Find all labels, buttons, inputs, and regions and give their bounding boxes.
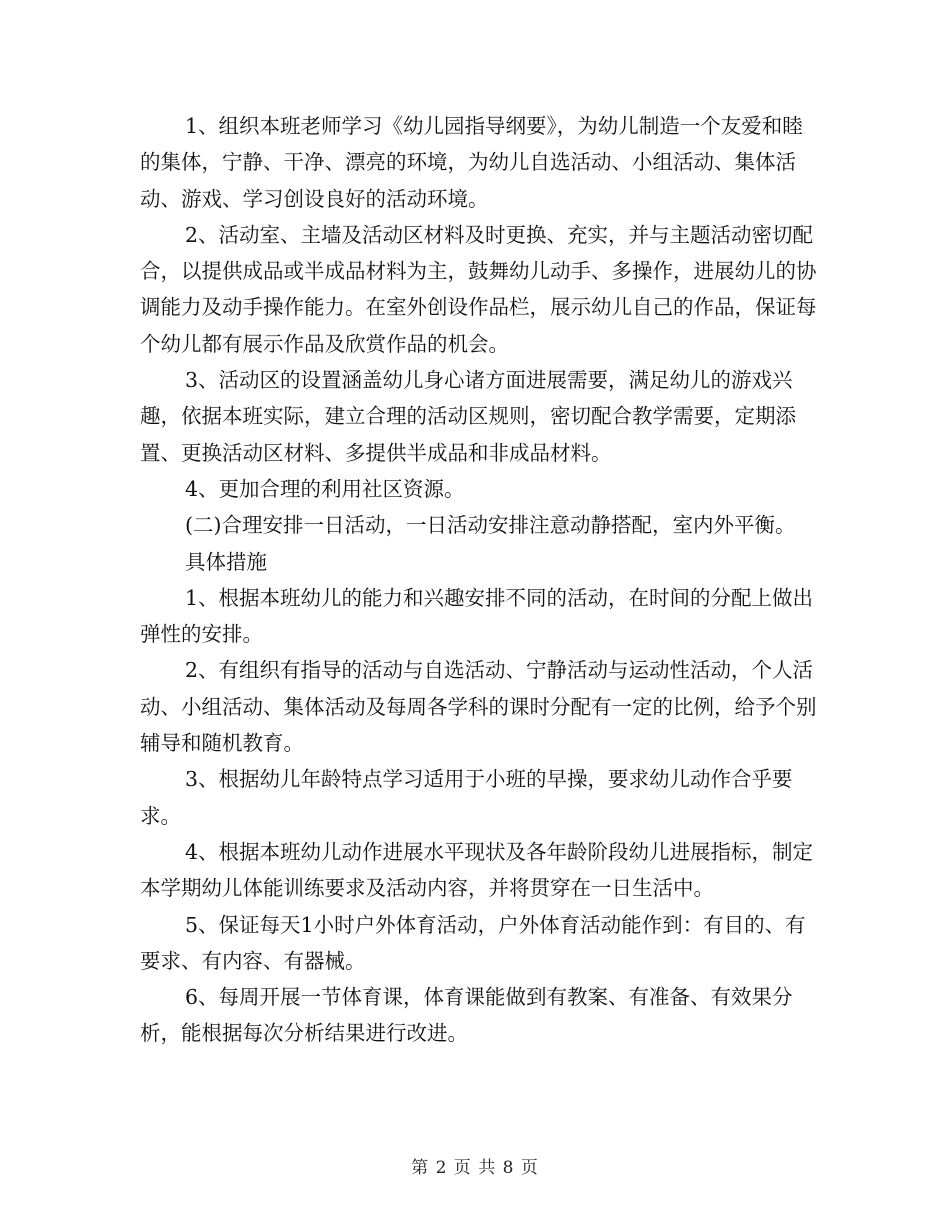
paragraph-1: 1、组织本班老师学习《幼儿园指导纲要》，为幼儿制造一个友爱和睦的集体，宁静、干净、漂亮的环境，为幼儿自选活动、小组活动、集体活动、游戏、学习创设良好的活动环境。 [140, 114, 803, 211]
page-number: 第 2 页 共 8 页 [411, 1158, 539, 1178]
measure-4: 4、根据本班幼儿动作进展水平现状及各年龄阶段幼儿进展指标，制定本学期幼儿体能训练要求及活动内容，并将贯穿在一日生活中。 [140, 839, 814, 901]
measure-3: 3、根据幼儿年龄特点学习适用于小班的早操，要求幼儿动作合乎要求。 [140, 767, 793, 828]
paragraph-2: 2、活动室、主墙及活动区材料及时更换、充实，并与主题活动密切配合，以提供成品或半成品材料为主，鼓舞幼儿动手、多操作，进展幼儿的协调能力及动手操作能力。在室外创设作品栏，展示幼儿自己的作品，保证每个幼儿都有展示作品及欣赏作品的机会。 [140, 222, 817, 356]
measure-1: 1、根据本班幼儿的能力和兴趣安排不同的活动，在时间的分配上做出弹性的安排。 [140, 585, 814, 647]
paragraph-3: 3、活动区的设置涵盖幼儿身心诸方面进展需要，满足幼儿的游戏兴趣，依据本班实际，建立合理的活动区规则，密切配合教学需要，定期添置、更换活动区材料、多提供半成品和非成品材料。 [140, 368, 796, 465]
measure-2: 2、有组织有指导的活动与自选活动、宁静活动与运动性活动，个人活动、小组活动、集体活动及每周各学科的课时分配有一定的比例，给予个别辅导和随机教育。 [140, 658, 817, 756]
document-body [140, 108, 820, 1052]
measures-heading: 具体措施 [185, 549, 267, 574]
paragraph-4: 4、更加合理的利用社区资源。 [185, 476, 465, 501]
measure-6: 6、每周开展一节体育课，体育课能做到有教案、有准备、有效果分析，能根据每次分析结果进行改进。 [140, 985, 793, 1046]
measure-5: 5、保证每天1小时户外体育活动，户外体育活动能作到：有目的、有要求、有内容、有器械。 [140, 912, 806, 973]
section-heading-2: (二)合理安排一日活动，一日活动安排注意动静搭配，室内外平衡。 [185, 513, 796, 538]
